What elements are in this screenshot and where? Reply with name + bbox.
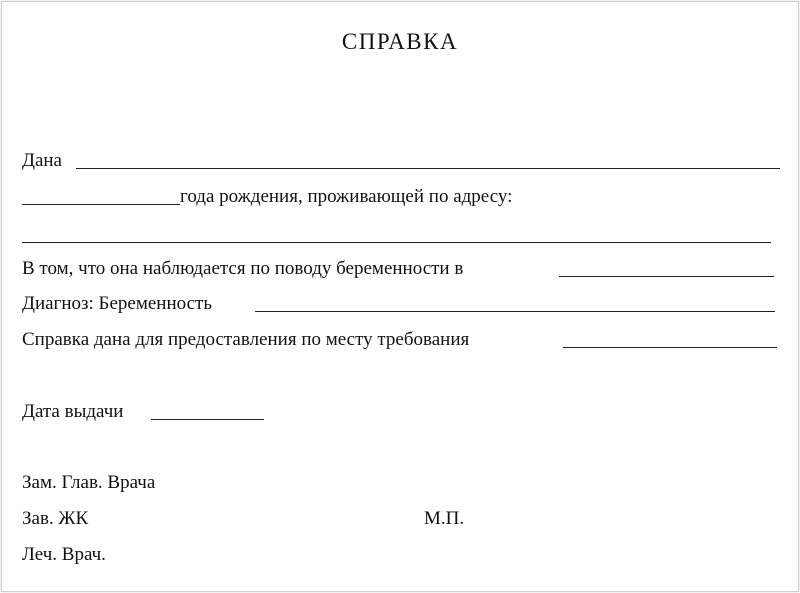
diagnosis-label: Диагноз: Беременность [22,293,212,314]
birth-year-blank [22,204,180,205]
pregnancy-row [22,256,782,282]
issue-date-row [22,399,422,425]
diagnosis-row [22,291,782,317]
purpose-blank [563,347,777,348]
issued-to-label: Дана [22,150,62,171]
stamp-place-label: М.П. [424,508,465,529]
pregnancy-text: В том, что она наблюдается по поводу беременности в [22,258,464,279]
purpose-row [22,327,782,353]
purpose-text: Справка дана для предоставления по месту требования [22,329,470,350]
document-title: СПРАВКА [341,29,459,54]
clinic-blank [559,276,774,277]
birth-year-row [22,184,782,210]
diagnosis-blank [255,311,775,312]
issued-to-blank [76,168,780,169]
signature-attending-doctor: Леч. Врач. [22,544,106,565]
issue-date-label: Дата выдачи [22,401,124,422]
signature-deputy-chief: Зам. Глав. Врача [22,472,156,493]
birth-year-suffix: года рождения, проживающей по адресу: [180,186,513,207]
address-blank [22,242,771,243]
issue-date-blank [151,419,264,420]
address-row [22,222,782,248]
signature-head-clinic: Зав. ЖК [22,508,89,529]
issued-to-row [22,148,782,174]
